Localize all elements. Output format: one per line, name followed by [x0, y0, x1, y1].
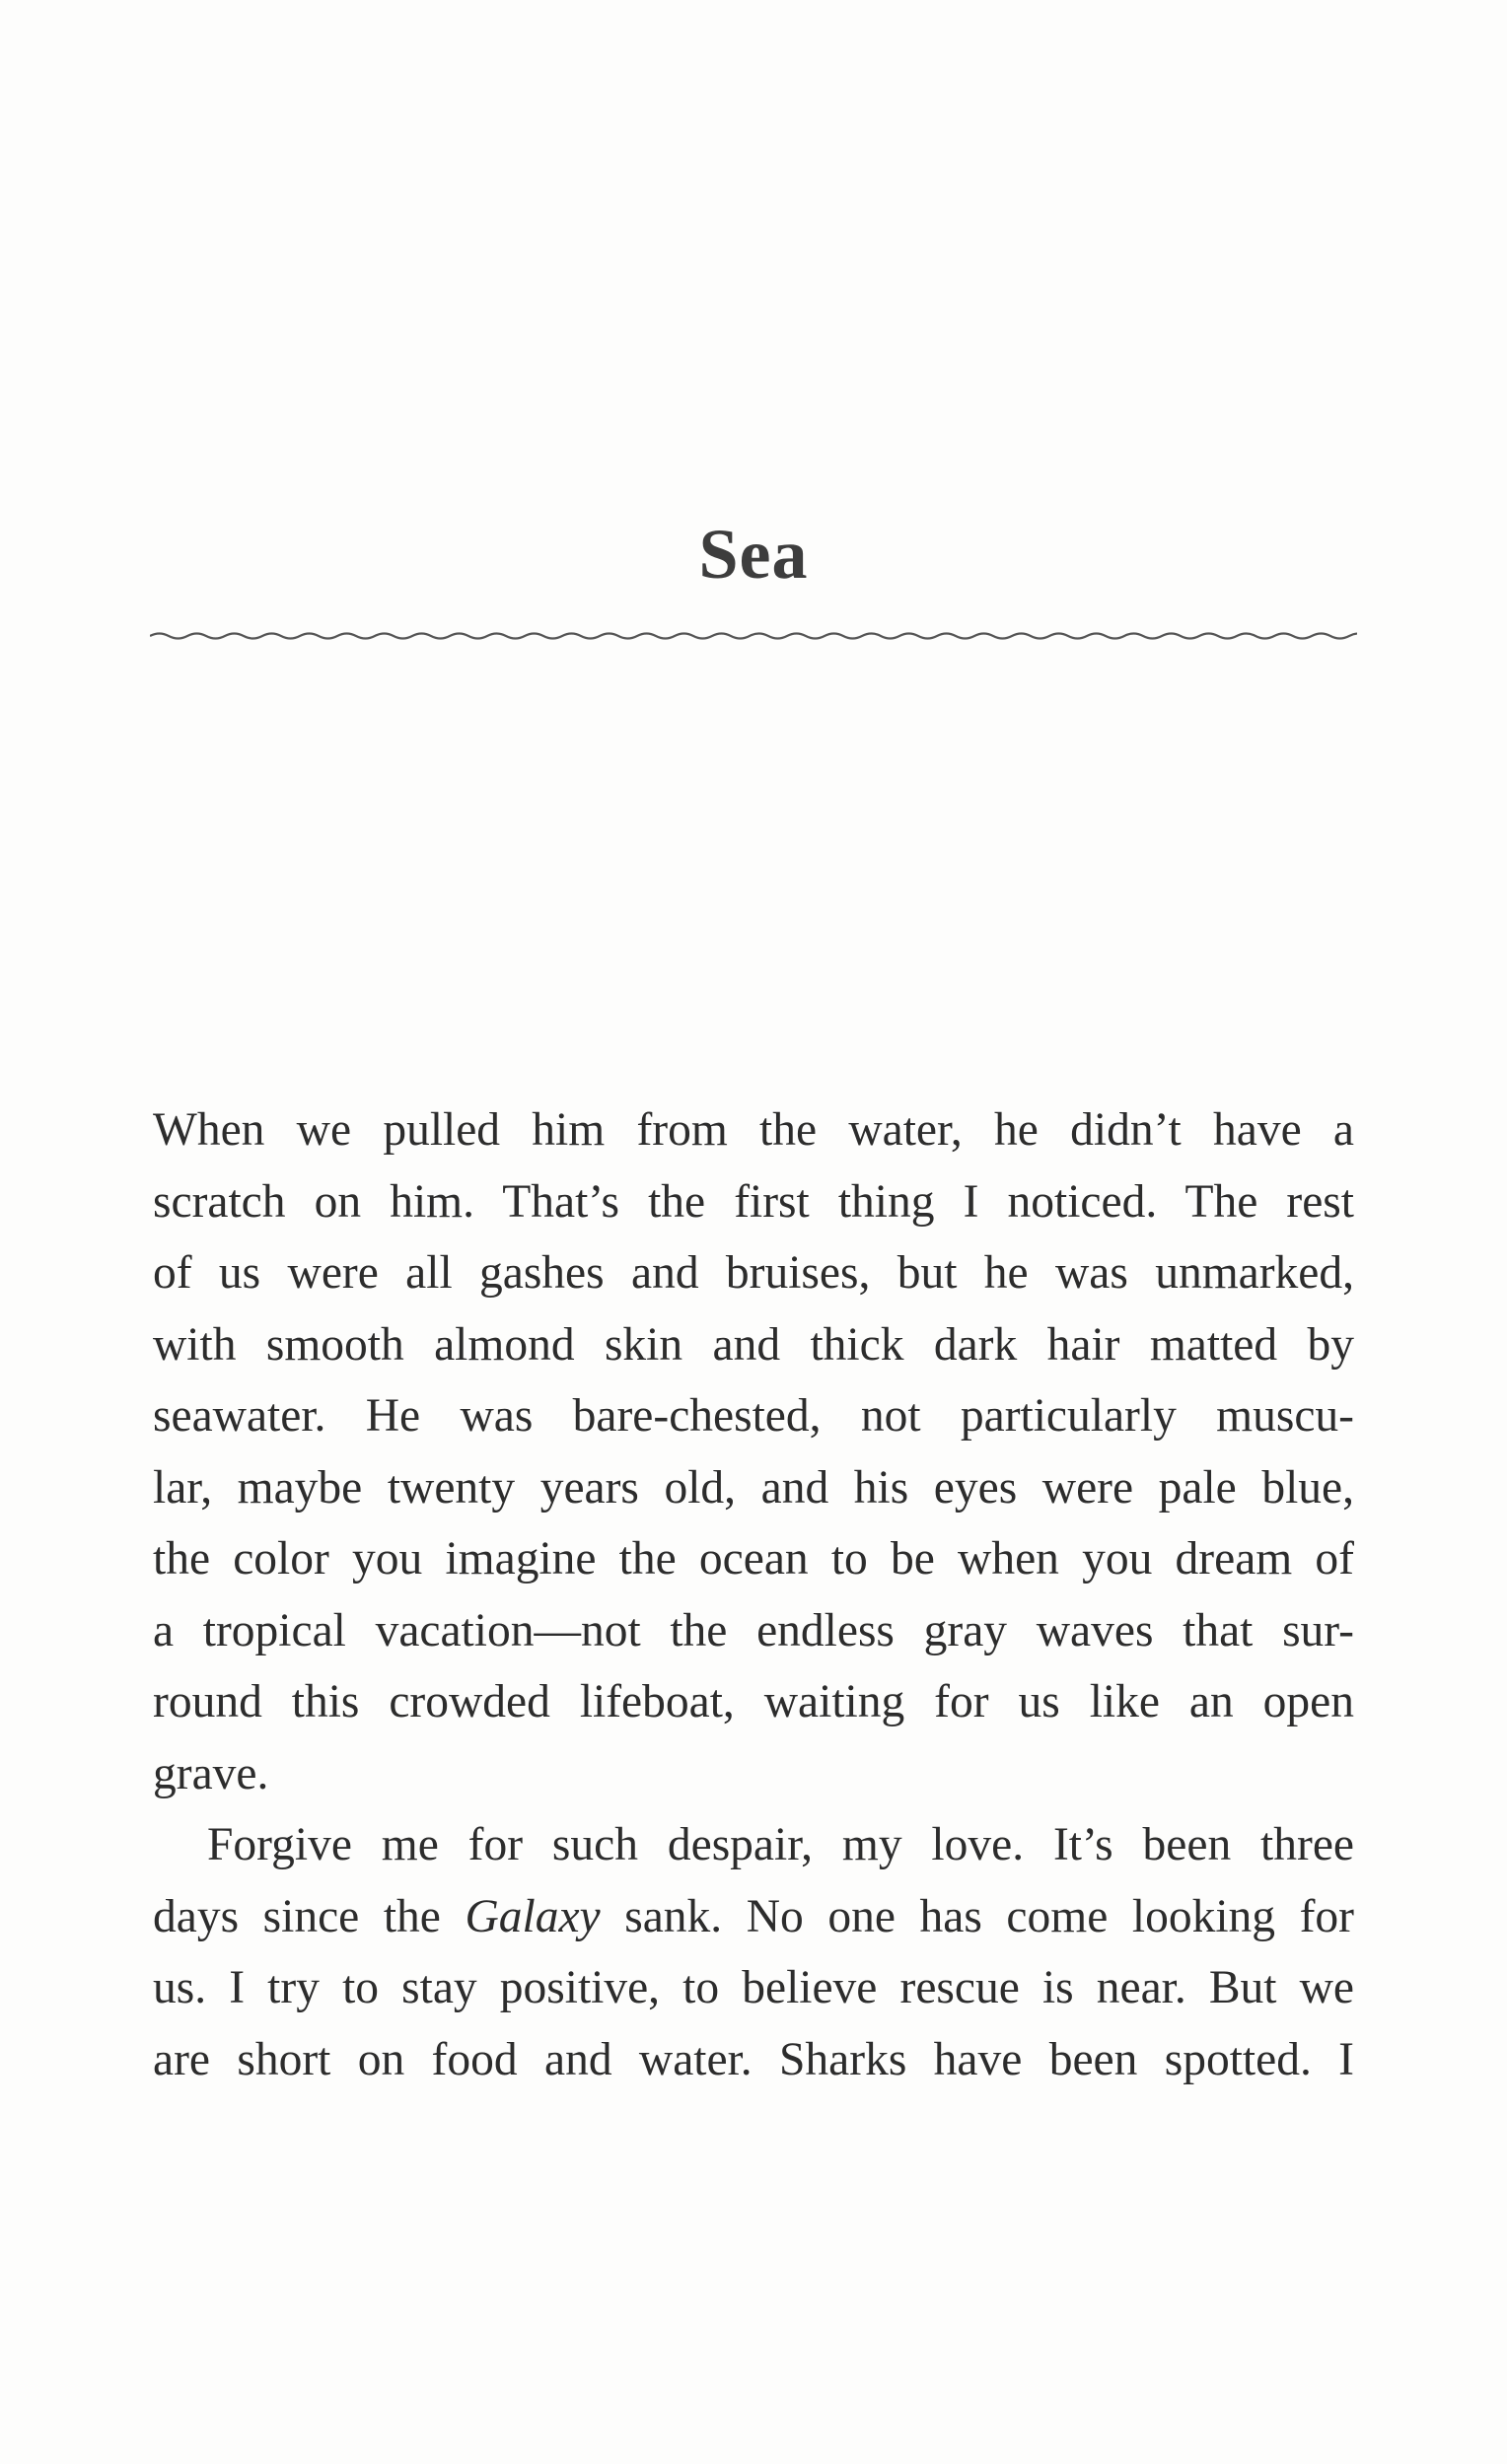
text-line: of us were all gashes and bruises, but he was unmarked,: [153, 1247, 1354, 1299]
text-line: round this crowded lifeboat, waiting for us like an open: [153, 1676, 1354, 1727]
text-line: When we pulled him from the water, he didn’t have a: [153, 1104, 1354, 1156]
text-line-with-ship-name: [153, 1881, 1354, 1953]
text-line: lar, maybe twenty years old, and his eyes were pale blue,: [153, 1461, 1354, 1514]
chapter-title: Sea: [698, 515, 809, 594]
paragraph-2: [153, 1809, 1354, 2095]
text-line: are short on food and water. Sharks have been spotted. I: [153, 2033, 1354, 2085]
text-line: us. I try to stay positive, to believe rescue is near. But we: [153, 1962, 1354, 2013]
text-line: with smooth almond skin and thick dark hair matted by: [153, 1318, 1354, 1371]
body-text: [153, 1094, 1354, 2095]
text-line: a tropical vacation—not the endless gray waves that sur-: [153, 1604, 1354, 1656]
ship-name: Galaxy: [465, 1890, 601, 1942]
paragraph-1: [153, 1094, 1354, 1809]
text-line: scratch on him. That’s the first thing I noticed. The rest: [153, 1175, 1354, 1228]
wavy-divider: [150, 621, 1357, 651]
text-segment: days since the: [153, 1890, 466, 1942]
text-line: Forgive me for such despair, my love. It’s been three: [207, 1819, 1354, 1870]
text-line: seawater. He was bare-chested, not particularly muscu-: [153, 1390, 1354, 1442]
text-line: the color you imagine the ocean to be when you dream of: [153, 1533, 1354, 1584]
text-segment: sank. No one has come looking for: [600, 1890, 1354, 1942]
text-line: grave.: [153, 1747, 269, 1799]
